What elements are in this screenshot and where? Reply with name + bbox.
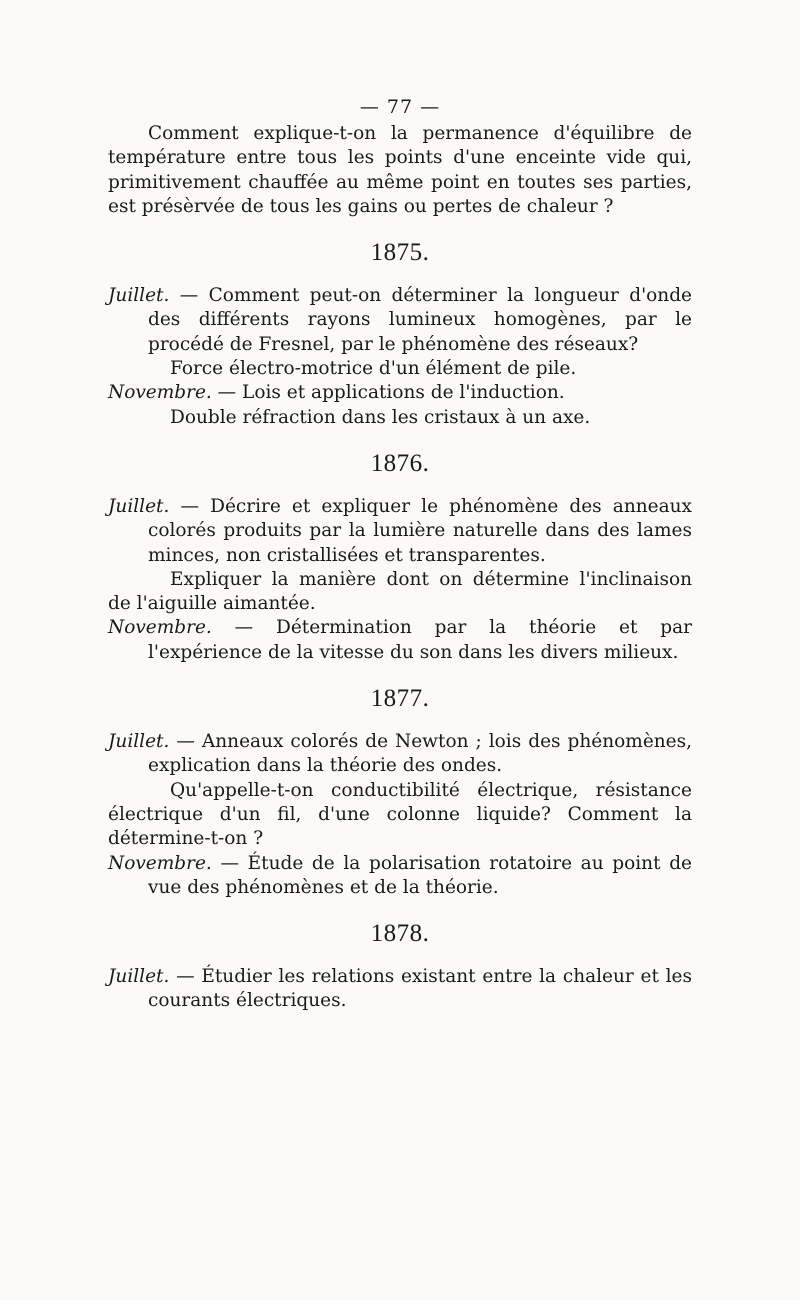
entry-text: — Décrire et expliquer le phénomène des anneaux colorés produits par la lumière naturelle dans des lames minces, non cristallisées et transparentes. [148,495,692,566]
entry-followup: Expliquer la manière dont on détermine l'inclinaison de l'aiguille aimantée. [108,568,692,615]
entry-text: — Détermination par la théorie et par l'expérience de la vitesse du son dans les divers milieux. [148,617,692,663]
section-1877 [108,685,692,900]
month-label: Juillet. [108,495,170,517]
entry-followup: Force électro-motrice d'un élément de pile. [170,358,577,380]
section-1878 [108,920,692,1014]
entry-followup: Qu'appelle-t-on conductibilité électrique, résistance électrique d'un fil, d'une colonne liquide? Comment la détermine-t-on ? [108,779,692,850]
entry-text: — Étudier les relations existant entre la chaleur et les courants électriques. [148,966,692,1012]
section-1875 [108,239,692,430]
entry-novembre-1876 [108,616,692,665]
year-heading: 1875. [370,239,430,267]
intro-paragraph: Comment explique-t-on la permanence d'équilibre de température entre tous les points d'une enceinte vide qui, primitivement chauffée au même point en toutes ses parties, est présèrvée de tous les gains ou pertes de chaleur ? [108,123,692,217]
entry-novembre-1875 [108,381,692,405]
month-label: Juillet. [108,285,170,307]
month-label: Novembre. [108,382,212,404]
entry-text: — Lois et applications de l'induction. [211,382,565,404]
month-label: Novembre. [108,617,212,639]
year-heading: 1877. [370,685,430,713]
entry-juillet-1877 [108,730,692,779]
entry-text: — Comment peut-on déterminer la longueur d'onde des différents rayons lumineux homogènes, par le procédé de Fresnel, par le phénomène des réseaux? [148,285,692,355]
entry-text: — Étude de la polarisation rotatoire au point de vue des phénomènes et de la théorie. [148,852,692,898]
entry-novembre-1877 [108,852,692,901]
entry-juillet-1876 [108,495,692,568]
page-number: — 77 — [359,96,441,118]
entry-juillet-1875 [108,284,692,357]
entry-followup: Double réfraction dans les cristaux à un axe. [170,406,591,428]
month-label: Juillet. [108,966,170,988]
year-heading: 1876. [370,449,430,477]
year-heading: 1878. [370,920,430,948]
entry-text: — Anneaux colorés de Newton ; lois des phénomènes, explication dans la théorie des ondes. [148,731,692,777]
entry-juillet-1878 [108,965,692,1014]
month-label: Novembre. [108,852,212,874]
section-1876 [108,450,692,665]
month-label: Juillet. [108,731,170,753]
